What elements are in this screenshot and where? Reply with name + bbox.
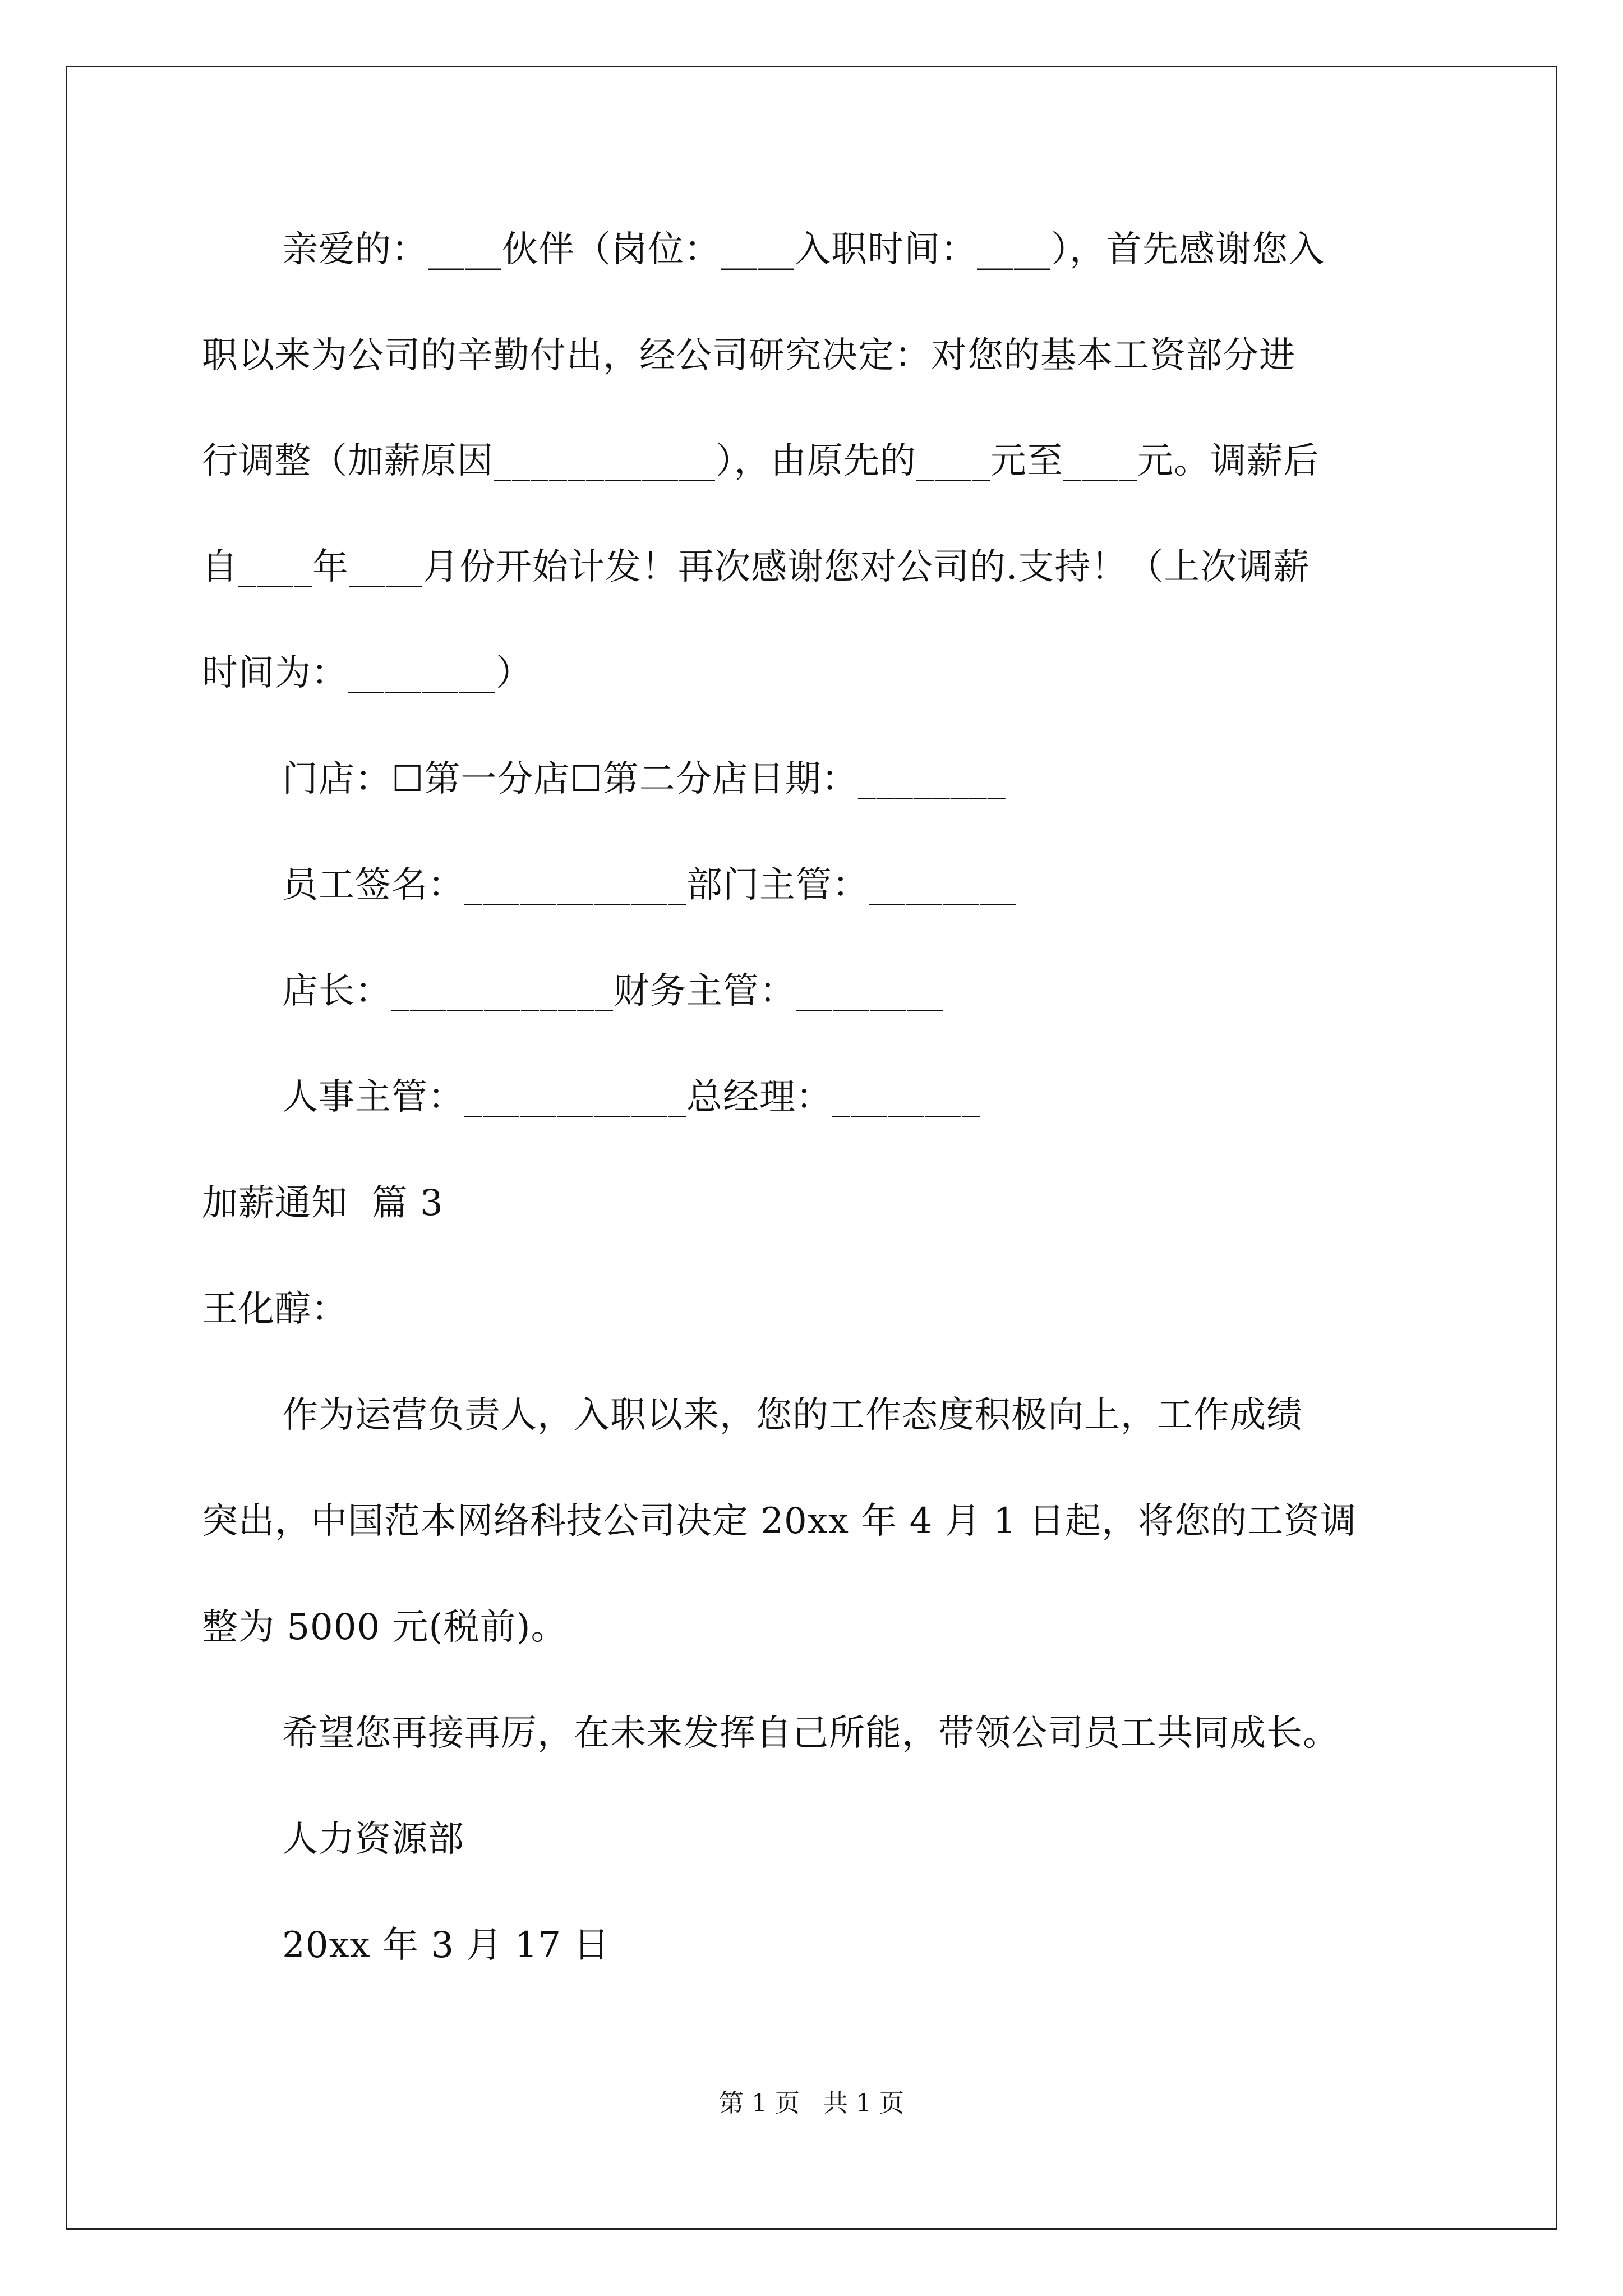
notice-line-2: 职以来为公司的辛勤付出，经公司研究决定：对您的基本工资部分进 — [202, 335, 1295, 376]
signature-line-employee: 员工签名：____________部门主管：________ — [282, 864, 1017, 906]
notice-line-3: 行调整（加薪原因____________），由原先的____元至____元。调薪后 — [202, 440, 1320, 482]
body-line-3: 整为 5000 元(税前)。 — [202, 1607, 568, 1648]
signature-department: 人力资源部 — [282, 1819, 464, 1860]
closing-paragraph: 希望您再接再厉，在未来发挥自己所能，带领公司员工共同成长。 — [282, 1713, 1339, 1754]
notice-line-4: 自____年____月份开始计发！再次感谢您对公司的.支持！（上次调薪 — [202, 546, 1310, 588]
signature-line-hr: 人事主管：____________总经理：________ — [282, 1076, 980, 1118]
body-line-2: 突出，中国范本网络科技公司决定 20xx 年 4 月 1 日起，将您的工资调 — [202, 1501, 1357, 1542]
store-date-line: 门店：☐第一分店☐第二分店日期：________ — [282, 758, 1006, 800]
signature-line-manager: 店长：____________财务主管：________ — [282, 970, 944, 1012]
body-line-1: 作为运营负责人，入职以来，您的工作态度积极向上，工作成绩 — [282, 1395, 1303, 1436]
page-border — [66, 66, 1557, 2230]
page-footer: 第 1 页 共 1 页 — [719, 2089, 904, 2118]
salutation: 王化醇： — [202, 1289, 348, 1330]
notice-line-5: 时间为：________） — [202, 652, 532, 694]
notice-line-1: 亲爱的：____伙伴（岗位：____入职时间：____），首先感谢您入 — [282, 229, 1325, 270]
signature-date: 20xx 年 3 月 17 日 — [282, 1925, 610, 1966]
section-title: 加薪通知 篇 3 — [202, 1182, 444, 1224]
